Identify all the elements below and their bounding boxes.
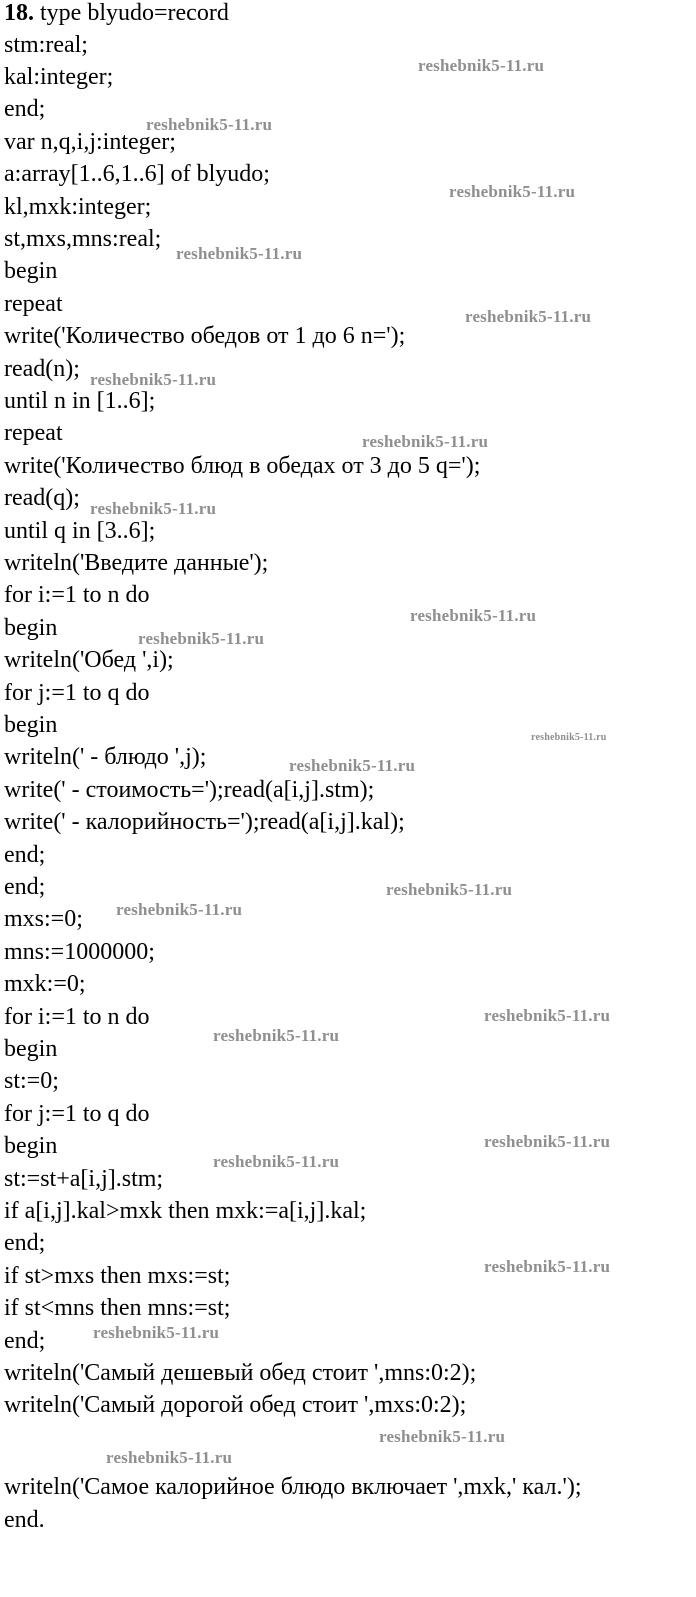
watermark: reshebnik5-11.ru bbox=[410, 606, 537, 625]
watermark: reshebnik5-11.ru bbox=[465, 307, 592, 326]
code-line: mxk:=0; bbox=[4, 971, 86, 997]
code-line: if a[i,j].kal>mxk then mxk:=a[i,j].kal; bbox=[4, 1198, 367, 1224]
watermark: reshebnik5-11.ru bbox=[90, 499, 217, 518]
watermark: reshebnik5-11.ru bbox=[176, 244, 303, 263]
watermark: reshebnik5-11.ru bbox=[106, 1448, 233, 1467]
code-line: end; bbox=[4, 1328, 46, 1354]
watermark: reshebnik5-11.ru bbox=[531, 732, 607, 743]
watermark: reshebnik5-11.ru bbox=[449, 182, 576, 201]
watermark: reshebnik5-11.ru bbox=[484, 1006, 611, 1025]
code-line: end; bbox=[4, 1230, 46, 1256]
code-line: for j:=1 to q do bbox=[4, 680, 150, 706]
code-line: writeln('Самый дешевый обед стоит ',mns:0:2); bbox=[4, 1360, 477, 1386]
code-line: until q in [3..6]; bbox=[4, 518, 156, 544]
code-line: repeat bbox=[4, 291, 63, 317]
code-line: st:=st+a[i,j].stm; bbox=[4, 1166, 164, 1192]
code-line: write('Количество обедов от 1 до 6 n='); bbox=[4, 323, 406, 349]
code-line: write(' - калорийность=');read(a[i,j].kal); bbox=[4, 809, 405, 835]
watermark: reshebnik5-11.ru bbox=[138, 629, 265, 648]
problem-number: 18. bbox=[4, 0, 34, 26]
watermark: reshebnik5-11.ru bbox=[362, 432, 489, 451]
code-line: a:array[1..6,1..6] of blyudo; bbox=[4, 161, 270, 187]
code-line: begin bbox=[4, 615, 58, 641]
code-line: until n in [1..6]; bbox=[4, 388, 156, 414]
code-line: mns:=1000000; bbox=[4, 939, 155, 965]
code-line: read(q); bbox=[4, 485, 80, 511]
code-line: repeat bbox=[4, 420, 63, 446]
watermark: reshebnik5-11.ru bbox=[418, 56, 545, 75]
watermark: reshebnik5-11.ru bbox=[386, 880, 513, 899]
code-line: for i:=1 to n do bbox=[4, 582, 150, 608]
code-line: writeln('Введите данные'); bbox=[4, 550, 269, 576]
watermark: reshebnik5-11.ru bbox=[484, 1132, 611, 1151]
watermark: reshebnik5-11.ru bbox=[90, 370, 217, 389]
watermark: reshebnik5-11.ru bbox=[289, 756, 416, 775]
code-line: begin bbox=[4, 258, 58, 284]
code-line: writeln('Самое калорийное блюдо включает ',mxk,' кал.'); bbox=[4, 1474, 582, 1500]
code-line: begin bbox=[4, 1133, 58, 1159]
code-line: st,mxs,mns:real; bbox=[4, 226, 162, 252]
code-line: var n,q,i,j:integer; bbox=[4, 129, 176, 155]
code-line: kl,mxk:integer; bbox=[4, 194, 152, 220]
code-line: stm:real; bbox=[4, 32, 88, 58]
code-line: if st<mns then mns:=st; bbox=[4, 1295, 231, 1321]
code-line: for j:=1 to q do bbox=[4, 1101, 150, 1127]
watermark: reshebnik5-11.ru bbox=[146, 115, 273, 134]
code-line: begin bbox=[4, 712, 58, 738]
code-line: writeln(' - блюдо ',j); bbox=[4, 744, 207, 770]
code-line: if st>mxs then mxs:=st; bbox=[4, 1263, 231, 1289]
code-line: read(n); bbox=[4, 356, 80, 382]
watermark: reshebnik5-11.ru bbox=[213, 1026, 340, 1045]
watermark: reshebnik5-11.ru bbox=[484, 1257, 611, 1276]
code-line: writeln('Обед ',i); bbox=[4, 647, 174, 673]
code-line: writeln('Самый дорогой обед стоит ',mxs:0:2); bbox=[4, 1392, 467, 1418]
watermark: reshebnik5-11.ru bbox=[116, 900, 243, 919]
code-line: 18. type blyudo=record bbox=[4, 0, 229, 26]
code-line: end; bbox=[4, 842, 46, 868]
code-line: end. bbox=[4, 1507, 45, 1533]
code-line: end; bbox=[4, 96, 46, 122]
code-line: for i:=1 to n do bbox=[4, 1004, 150, 1030]
code-line: write('Количество блюд в обедах от 3 до 5 q='); bbox=[4, 453, 481, 479]
code-line: kal:integer; bbox=[4, 64, 114, 90]
code-line: mxs:=0; bbox=[4, 906, 83, 932]
code-line: end; bbox=[4, 874, 46, 900]
watermark: reshebnik5-11.ru bbox=[379, 1427, 506, 1446]
watermark: reshebnik5-11.ru bbox=[213, 1152, 340, 1171]
code-line: write(' - стоимость=');read(a[i,j].stm); bbox=[4, 777, 375, 803]
code-line: begin bbox=[4, 1036, 58, 1062]
watermark: reshebnik5-11.ru bbox=[93, 1323, 220, 1342]
code-line: st:=0; bbox=[4, 1068, 59, 1094]
